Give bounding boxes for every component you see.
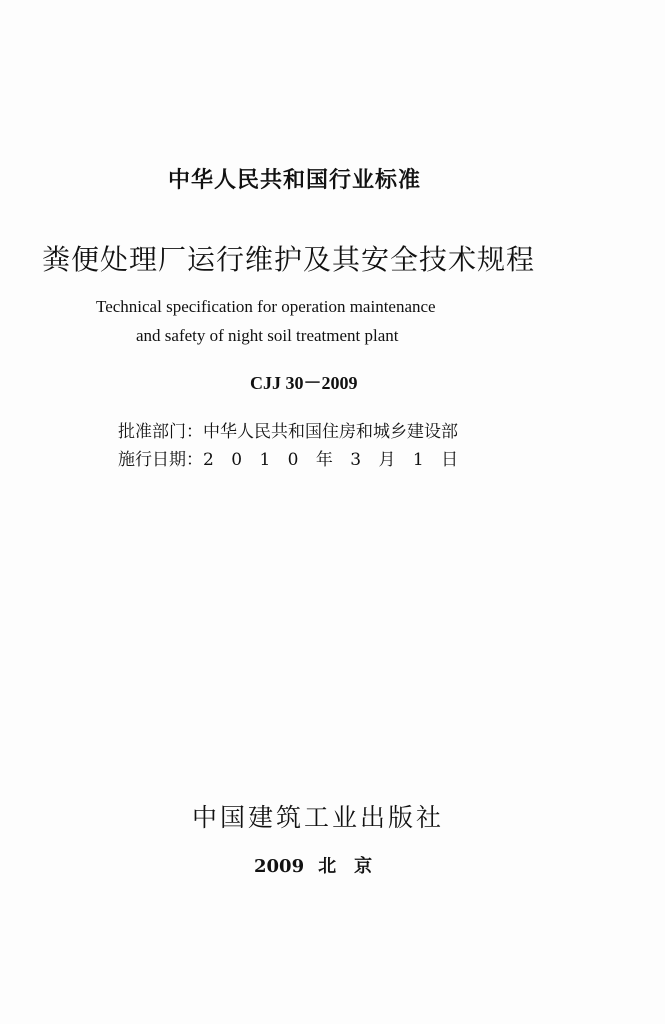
approval-label: 批准部门： [118,422,203,442]
publication-line [254,852,372,878]
publisher-name: 中国建筑工业出版社 [192,803,445,832]
english-title-line-2: and safety of night soil treatment plant [136,326,399,345]
effective-date-row [118,445,464,470]
english-title-line-1: Technical specification for operation maintenance [96,297,436,316]
effective-date-label: 施行日期： [118,450,203,470]
series-title: 中华人民共和国行业标准 [168,168,422,193]
publication-city-char-1: 北 [318,856,337,877]
standard-code: CJJ 30－2009 [250,373,358,393]
publication-city-char-2: 京 [354,856,373,877]
approval-row [118,417,458,442]
publication-year: 2009 [254,856,305,877]
main-title: 粪便处理厂运行维护及其安全技术规程 [42,243,536,276]
approval-value: 中华人民共和国住房和城乡建设部 [203,422,458,442]
effective-date-value: 2 0 1 0 年 3 月 1 日 [203,450,465,470]
